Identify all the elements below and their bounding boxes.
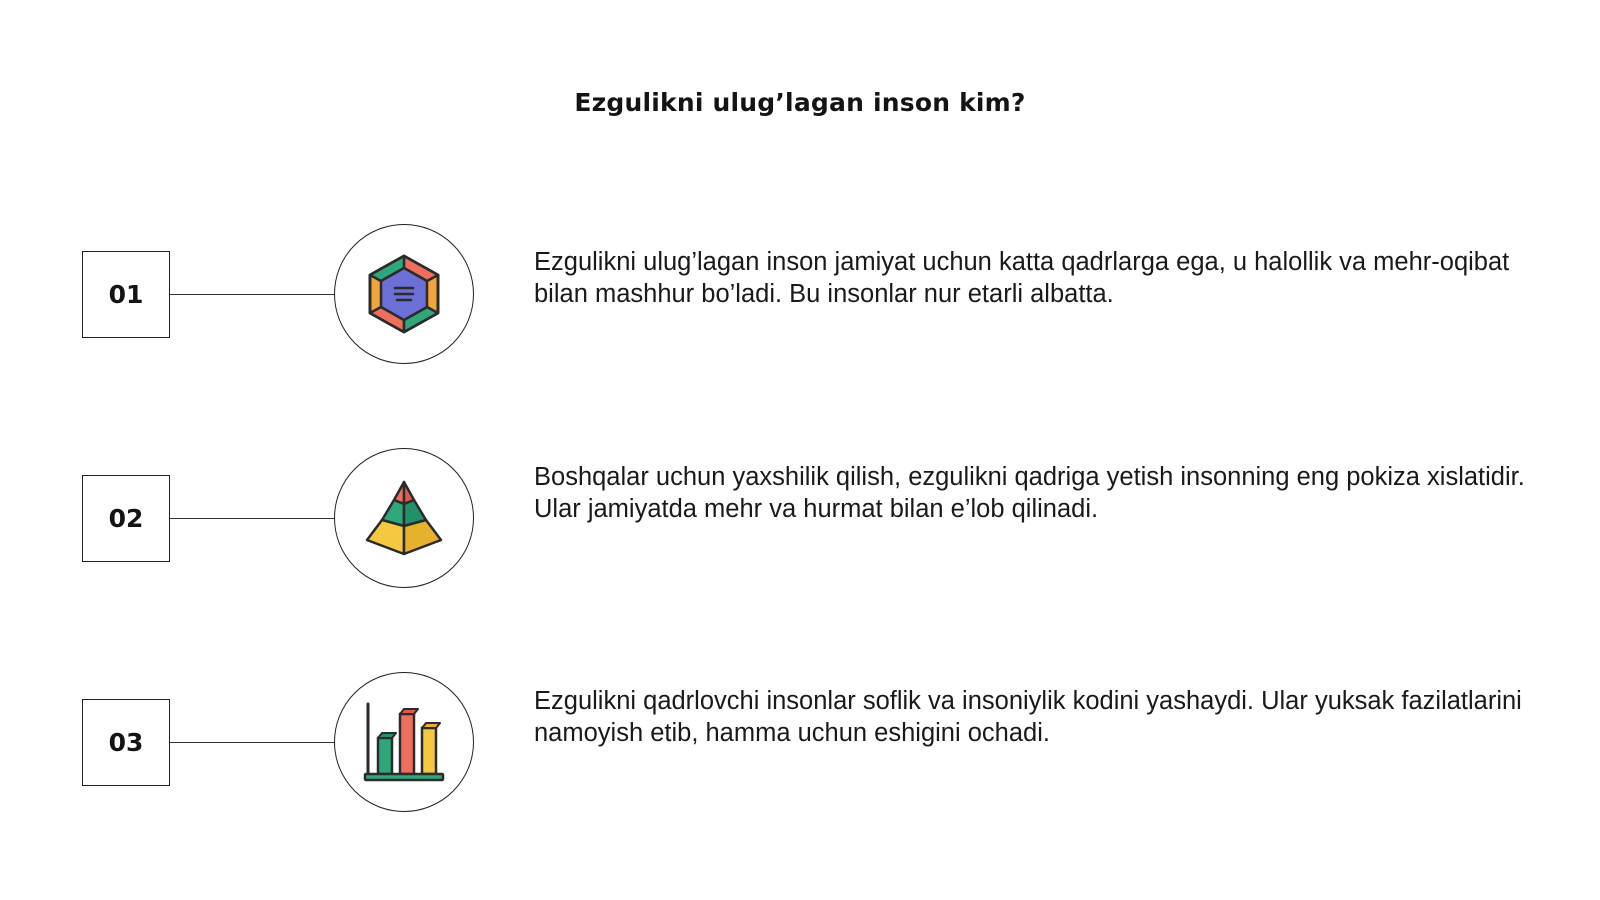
pyramid-icon (363, 478, 445, 558)
list-item (0, 448, 1600, 588)
list-item (0, 672, 1600, 812)
item-number-box (82, 699, 170, 786)
item-description: Ezgulikni ulug’lagan inson jamiyat uchun katta qadrlarga ega, u halollik va mehr-oqibat bilan mashhur bo’ladi. Bu insonlar nur etarli albatta. (534, 248, 1510, 308)
item-number: 02 (108, 504, 144, 533)
item-description: Boshqalar uchun yaxshilik qilish, ezgulikni qadriga yetish insonning eng pokiza xislatidir. Ular jamiyatda mehr va hurmat bilan e’lob qilinadi. (534, 463, 1525, 523)
connector-line (170, 518, 334, 519)
item-number: 03 (108, 728, 144, 757)
item-number-box (82, 475, 170, 562)
connector-line (170, 742, 334, 743)
item-number: 01 (108, 280, 144, 309)
connector-line (170, 294, 334, 295)
icon-circle (334, 448, 474, 588)
item-description: Ezgulikni qadrlovchi insonlar soflik va insoniylik kodini yashaydi. Ular yuksak fazilatlarini namoyish etib, hamma uchun eshigini ochadi. (534, 687, 1522, 747)
bar-chart-icon (362, 700, 446, 784)
icon-circle (334, 672, 474, 812)
icon-circle (334, 224, 474, 364)
list-item (0, 224, 1600, 364)
hexagon-icon (366, 253, 442, 335)
page-title: Ezgulikni ulug’lagan inson kim? (574, 88, 1026, 117)
item-number-box (82, 251, 170, 338)
